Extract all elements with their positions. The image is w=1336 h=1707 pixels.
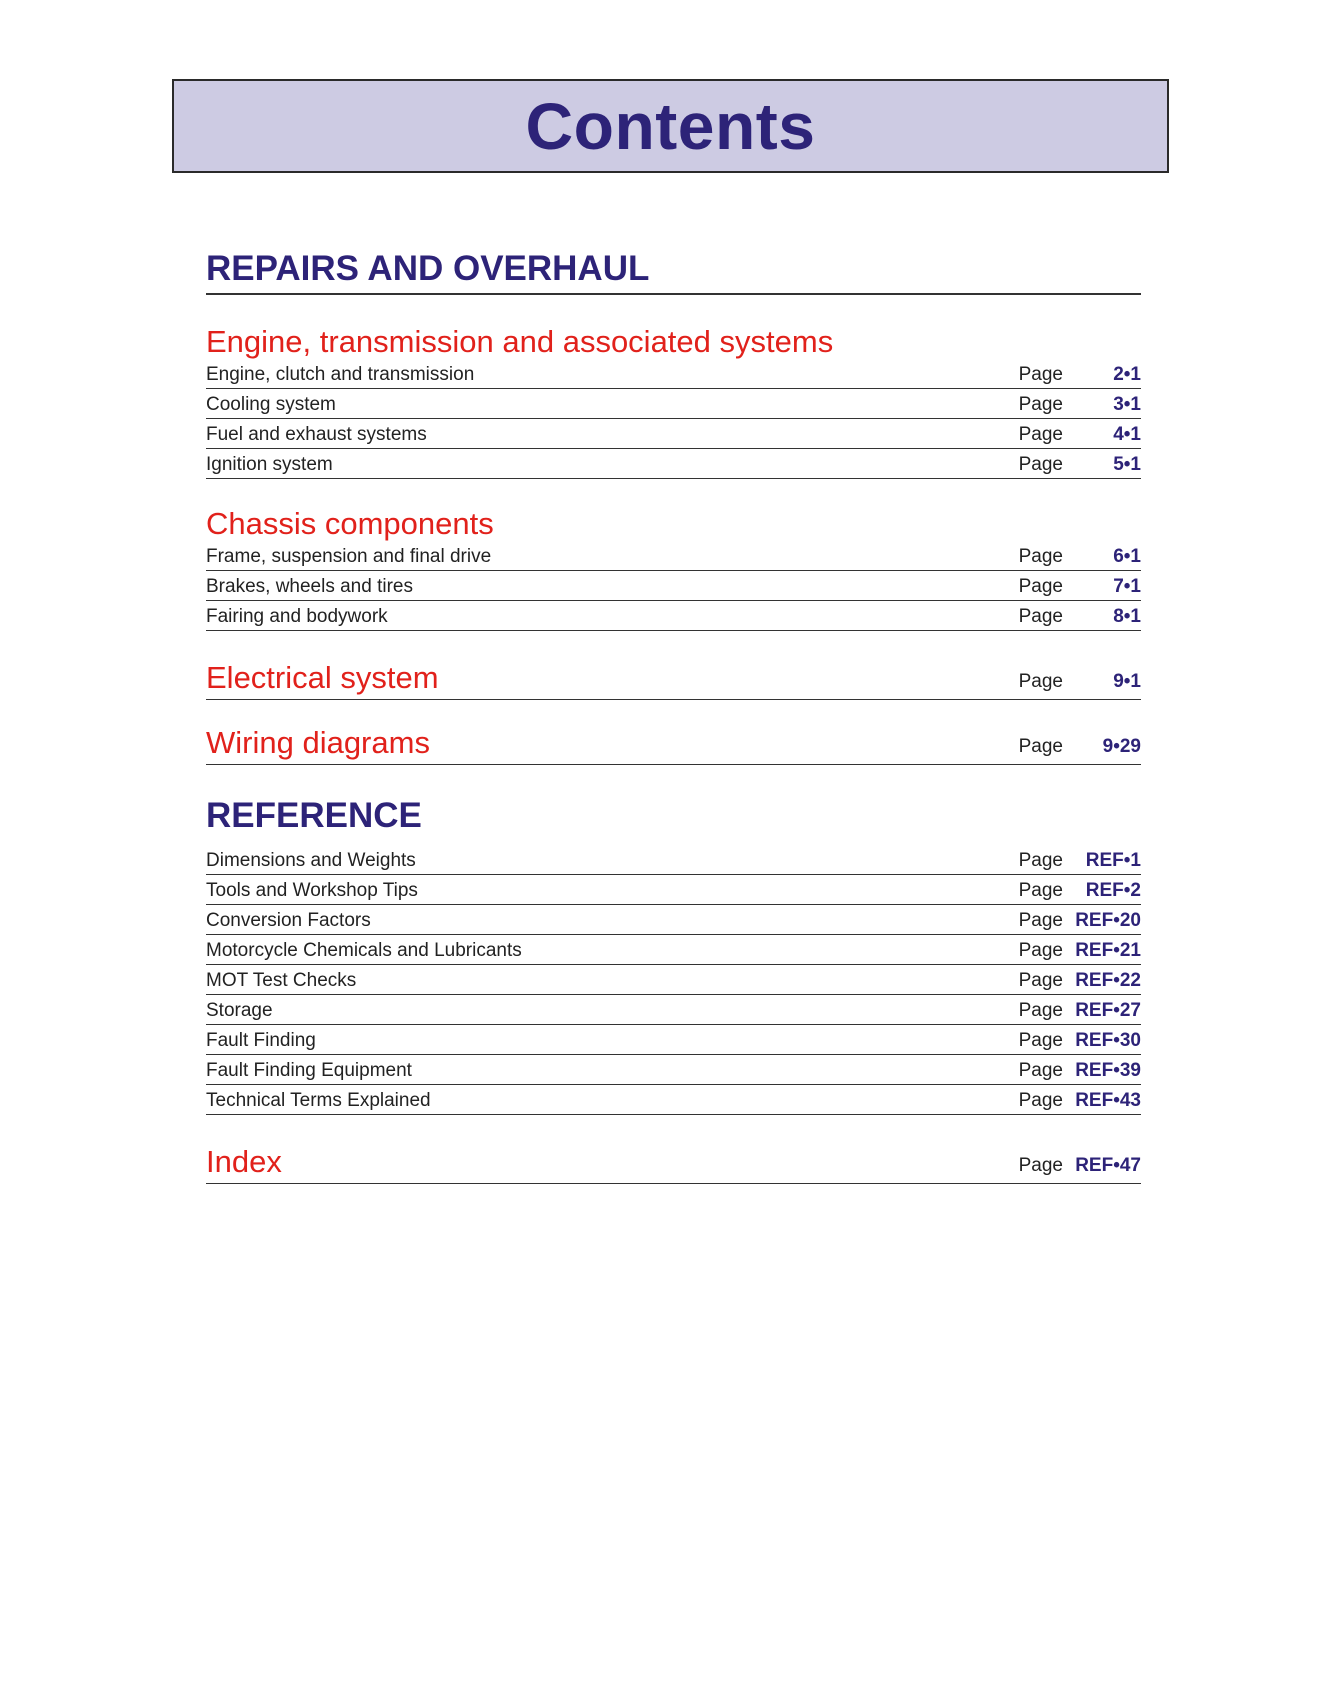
toc-entry[interactable]: [206, 905, 1141, 935]
toc-entry[interactable]: [206, 359, 1141, 389]
page-word: Page: [1018, 393, 1063, 415]
toc-entry[interactable]: [206, 1085, 1141, 1115]
page-word: Page: [1018, 940, 1063, 962]
page-word: Page: [1018, 850, 1063, 872]
toc-entry[interactable]: [206, 845, 1141, 875]
page-word: Page: [1018, 1030, 1063, 1052]
toc-entry[interactable]: [206, 1025, 1141, 1055]
page-number: REF•22: [1075, 970, 1141, 992]
toc-entry-index[interactable]: [206, 1145, 1141, 1184]
page-word: Page: [1018, 1000, 1063, 1022]
entry-label: Technical Terms Explained: [206, 1090, 431, 1112]
group-title-engine: Engine, transmission and associated systems: [206, 323, 834, 359]
entry-label: Fault Finding Equipment: [206, 1060, 412, 1082]
page-number: 2•1: [1113, 363, 1141, 385]
page-number: 9•29: [1102, 735, 1141, 757]
page-word: Page: [1018, 910, 1063, 932]
page-word: Page: [1018, 670, 1063, 692]
page-number: REF•27: [1075, 1000, 1141, 1022]
section-heading-repairs: REPAIRS AND OVERHAUL: [206, 250, 1141, 295]
group-title-wiring: Wiring diagrams: [206, 724, 430, 760]
page-number: REF•30: [1075, 1030, 1141, 1052]
page-number: 4•1: [1113, 423, 1141, 445]
page-word: Page: [1018, 423, 1063, 445]
entry-label: Tools and Workshop Tips: [206, 880, 418, 902]
page-number: REF•47: [1075, 1155, 1141, 1177]
entry-label: Brakes, wheels and tires: [206, 575, 413, 597]
group-reference: [206, 845, 1141, 1115]
page-word: Page: [1018, 575, 1063, 597]
page-title: Contents: [525, 89, 816, 163]
page-number: REF•39: [1075, 1060, 1141, 1082]
page-word: Page: [1018, 605, 1063, 627]
page-number: 8•1: [1113, 605, 1141, 627]
entry-label: Fault Finding: [206, 1030, 316, 1052]
toc-entry[interactable]: [206, 995, 1141, 1025]
page-word: Page: [1018, 970, 1063, 992]
entry-label: Frame, suspension and final drive: [206, 545, 492, 567]
page-number: 7•1: [1113, 575, 1141, 597]
group-title-index: Index: [206, 1144, 282, 1180]
page-number: 3•1: [1113, 393, 1141, 415]
page-number: REF•1: [1085, 850, 1141, 872]
entry-label: Ignition system: [206, 453, 333, 475]
entry-label: Conversion Factors: [206, 910, 371, 932]
page-word: Page: [1018, 880, 1063, 902]
toc-entry[interactable]: [206, 419, 1141, 449]
group-engine: [206, 325, 1141, 479]
entry-label: Cooling system: [206, 393, 336, 415]
page-word: Page: [1018, 453, 1063, 475]
section-heading-reference: REFERENCE: [206, 795, 422, 835]
page-number: 9•1: [1113, 670, 1141, 692]
page-word: Page: [1018, 1155, 1063, 1177]
toc-entry[interactable]: [206, 1055, 1141, 1085]
group-title-chassis: Chassis components: [206, 505, 494, 541]
entry-label: Storage: [206, 1000, 273, 1022]
entry-label: Dimensions and Weights: [206, 850, 416, 872]
page-word: Page: [1018, 363, 1063, 385]
page-word: Page: [1018, 735, 1063, 757]
page-number: 5•1: [1113, 453, 1141, 475]
entry-label: Engine, clutch and transmission: [206, 363, 475, 385]
toc-entry[interactable]: [206, 541, 1141, 571]
page-number: REF•20: [1075, 910, 1141, 932]
toc-entry[interactable]: [206, 875, 1141, 905]
entry-label: MOT Test Checks: [206, 970, 357, 992]
toc-entry-electrical[interactable]: [206, 661, 1141, 700]
toc-entry[interactable]: [206, 571, 1141, 601]
toc-entry[interactable]: [206, 601, 1141, 631]
page-number: 6•1: [1113, 545, 1141, 567]
title-banner: [172, 79, 1169, 173]
toc-entry[interactable]: [206, 935, 1141, 965]
toc-entry[interactable]: [206, 449, 1141, 479]
group-title-electrical: Electrical system: [206, 659, 439, 695]
page-number: REF•2: [1085, 880, 1141, 902]
page-word: Page: [1018, 1060, 1063, 1082]
toc-entry-wiring[interactable]: [206, 726, 1141, 765]
entry-label: Fairing and bodywork: [206, 605, 388, 627]
entry-label: Motorcycle Chemicals and Lubricants: [206, 940, 522, 962]
toc-entry[interactable]: [206, 965, 1141, 995]
toc-entry[interactable]: [206, 389, 1141, 419]
page-word: Page: [1018, 545, 1063, 567]
contents-body: [206, 250, 1141, 1184]
group-chassis: [206, 507, 1141, 631]
entry-label: Fuel and exhaust systems: [206, 423, 427, 445]
page-word: Page: [1018, 1090, 1063, 1112]
page-number: REF•21: [1075, 940, 1141, 962]
page-number: REF•43: [1075, 1090, 1141, 1112]
